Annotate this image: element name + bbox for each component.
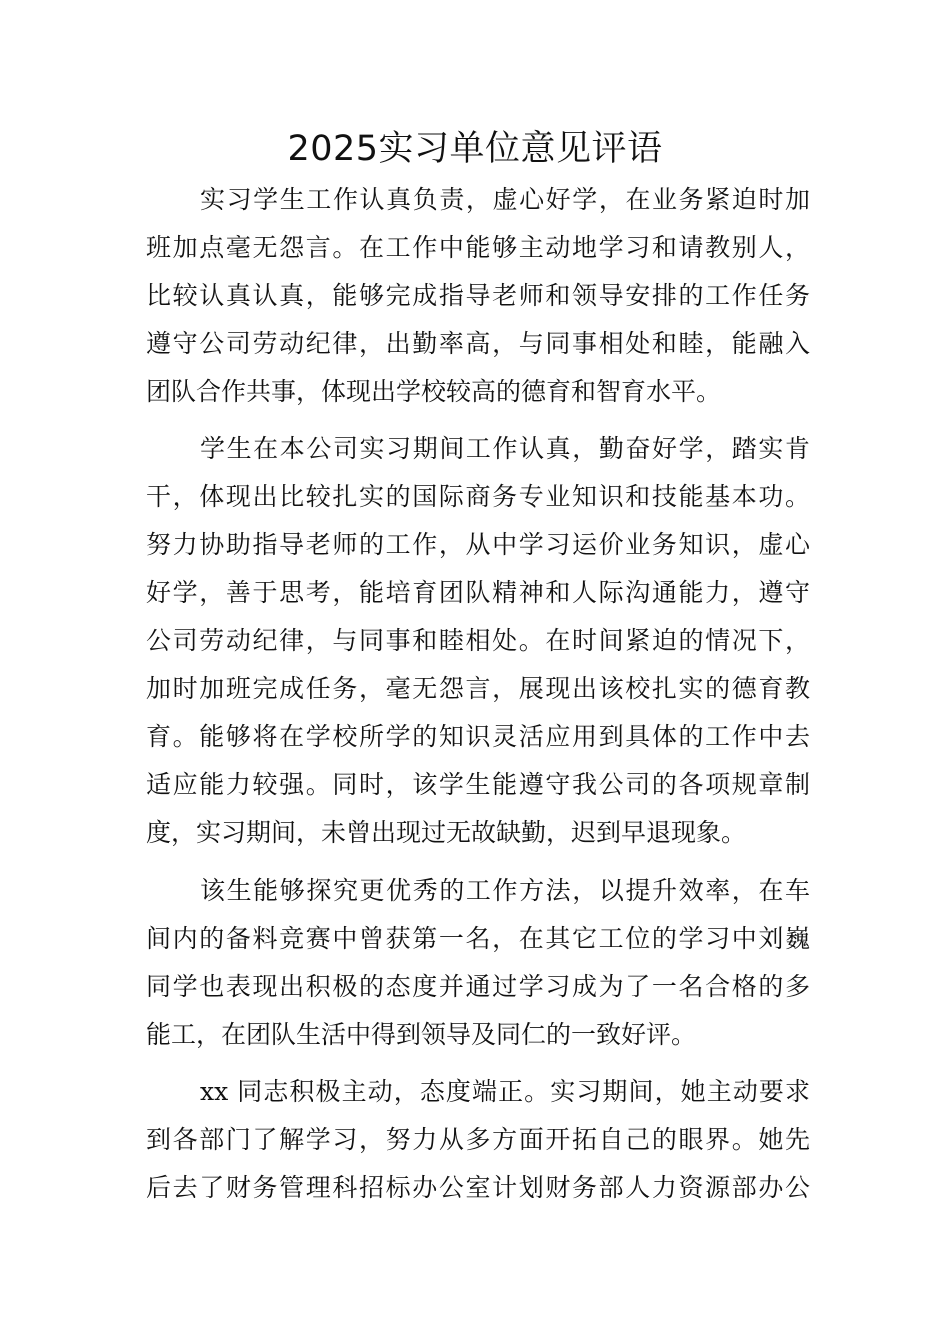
paragraph-4 <box>146 1068 810 1212</box>
paragraph-line: 育。能够将在学校所学的知识灵活应用到具体的工作中去 <box>146 722 810 751</box>
paragraph-line: 适应能力较强。同时，该学生能遵守我公司的各项规章制 <box>146 770 810 799</box>
paragraph-line: 加时加班完成任务，毫无怨言，展现出该校扎实的德育教 <box>146 674 810 703</box>
paragraph-line: 间内的备料竞赛中曾获第一名，在其它工位的学习中刘巍 <box>146 924 810 953</box>
paragraph-line: 学生在本公司实习期间工作认真，勤奋好学，踏实肯 <box>200 434 810 463</box>
paragraph-line: 度，实习期间，未曾出现过无故缺勤，迟到早退现象。 <box>146 818 747 847</box>
paragraph-line: 同学也表现出积极的态度并通过学习成为了一名合格的多 <box>146 972 810 1001</box>
paragraph-line: 公司劳动纪律，与同事和睦相处。在时间紧迫的情况下， <box>146 626 810 655</box>
paragraph-line: 后去了财务管理科招标办公室计划财务部人力资源部办公 <box>146 1173 810 1202</box>
document-title: 2025实习单位意见评语 <box>287 129 663 169</box>
paragraph-2 <box>146 425 810 857</box>
paragraph-line: 努力协助指导老师的工作，从中学习运价业务知识，虚心 <box>146 530 810 559</box>
paragraph-line: 好学，善于思考，能培育团队精神和人际沟通能力，遵守 <box>146 578 810 607</box>
paragraph-3 <box>146 867 810 1059</box>
paragraph-line: 比较认真认真，能够完成指导老师和领导安排的工作任务 <box>146 281 810 310</box>
paragraph-line: 能工，在团队生活中得到领导及同仁的一致好评。 <box>146 1020 697 1049</box>
paragraph-1 <box>146 176 810 416</box>
paragraph-line: xx 同志积极主动，态度端正。实习期间，她主动要求 <box>200 1077 810 1106</box>
paragraph-line: 班加点毫无怨言。在工作中能够主动地学习和请教别人， <box>146 233 810 262</box>
paragraph-line: 干，体现出比较扎实的国际商务专业知识和技能基本功。 <box>146 482 810 511</box>
paragraph-line: 到各部门了解学习，努力从多方面开拓自己的眼界。她先 <box>146 1125 810 1154</box>
paragraph-line: 遵守公司劳动纪律，出勤率高，与同事相处和睦，能融入 <box>146 329 810 358</box>
paragraph-line: 实习学生工作认真负责，虚心好学，在业务紧迫时加 <box>200 185 810 214</box>
paragraph-line: 该生能够探究更优秀的工作方法，以提升效率，在车 <box>200 876 810 905</box>
paragraph-line: 团队合作共事，体现出学校较高的德育和智育水平。 <box>146 377 722 406</box>
